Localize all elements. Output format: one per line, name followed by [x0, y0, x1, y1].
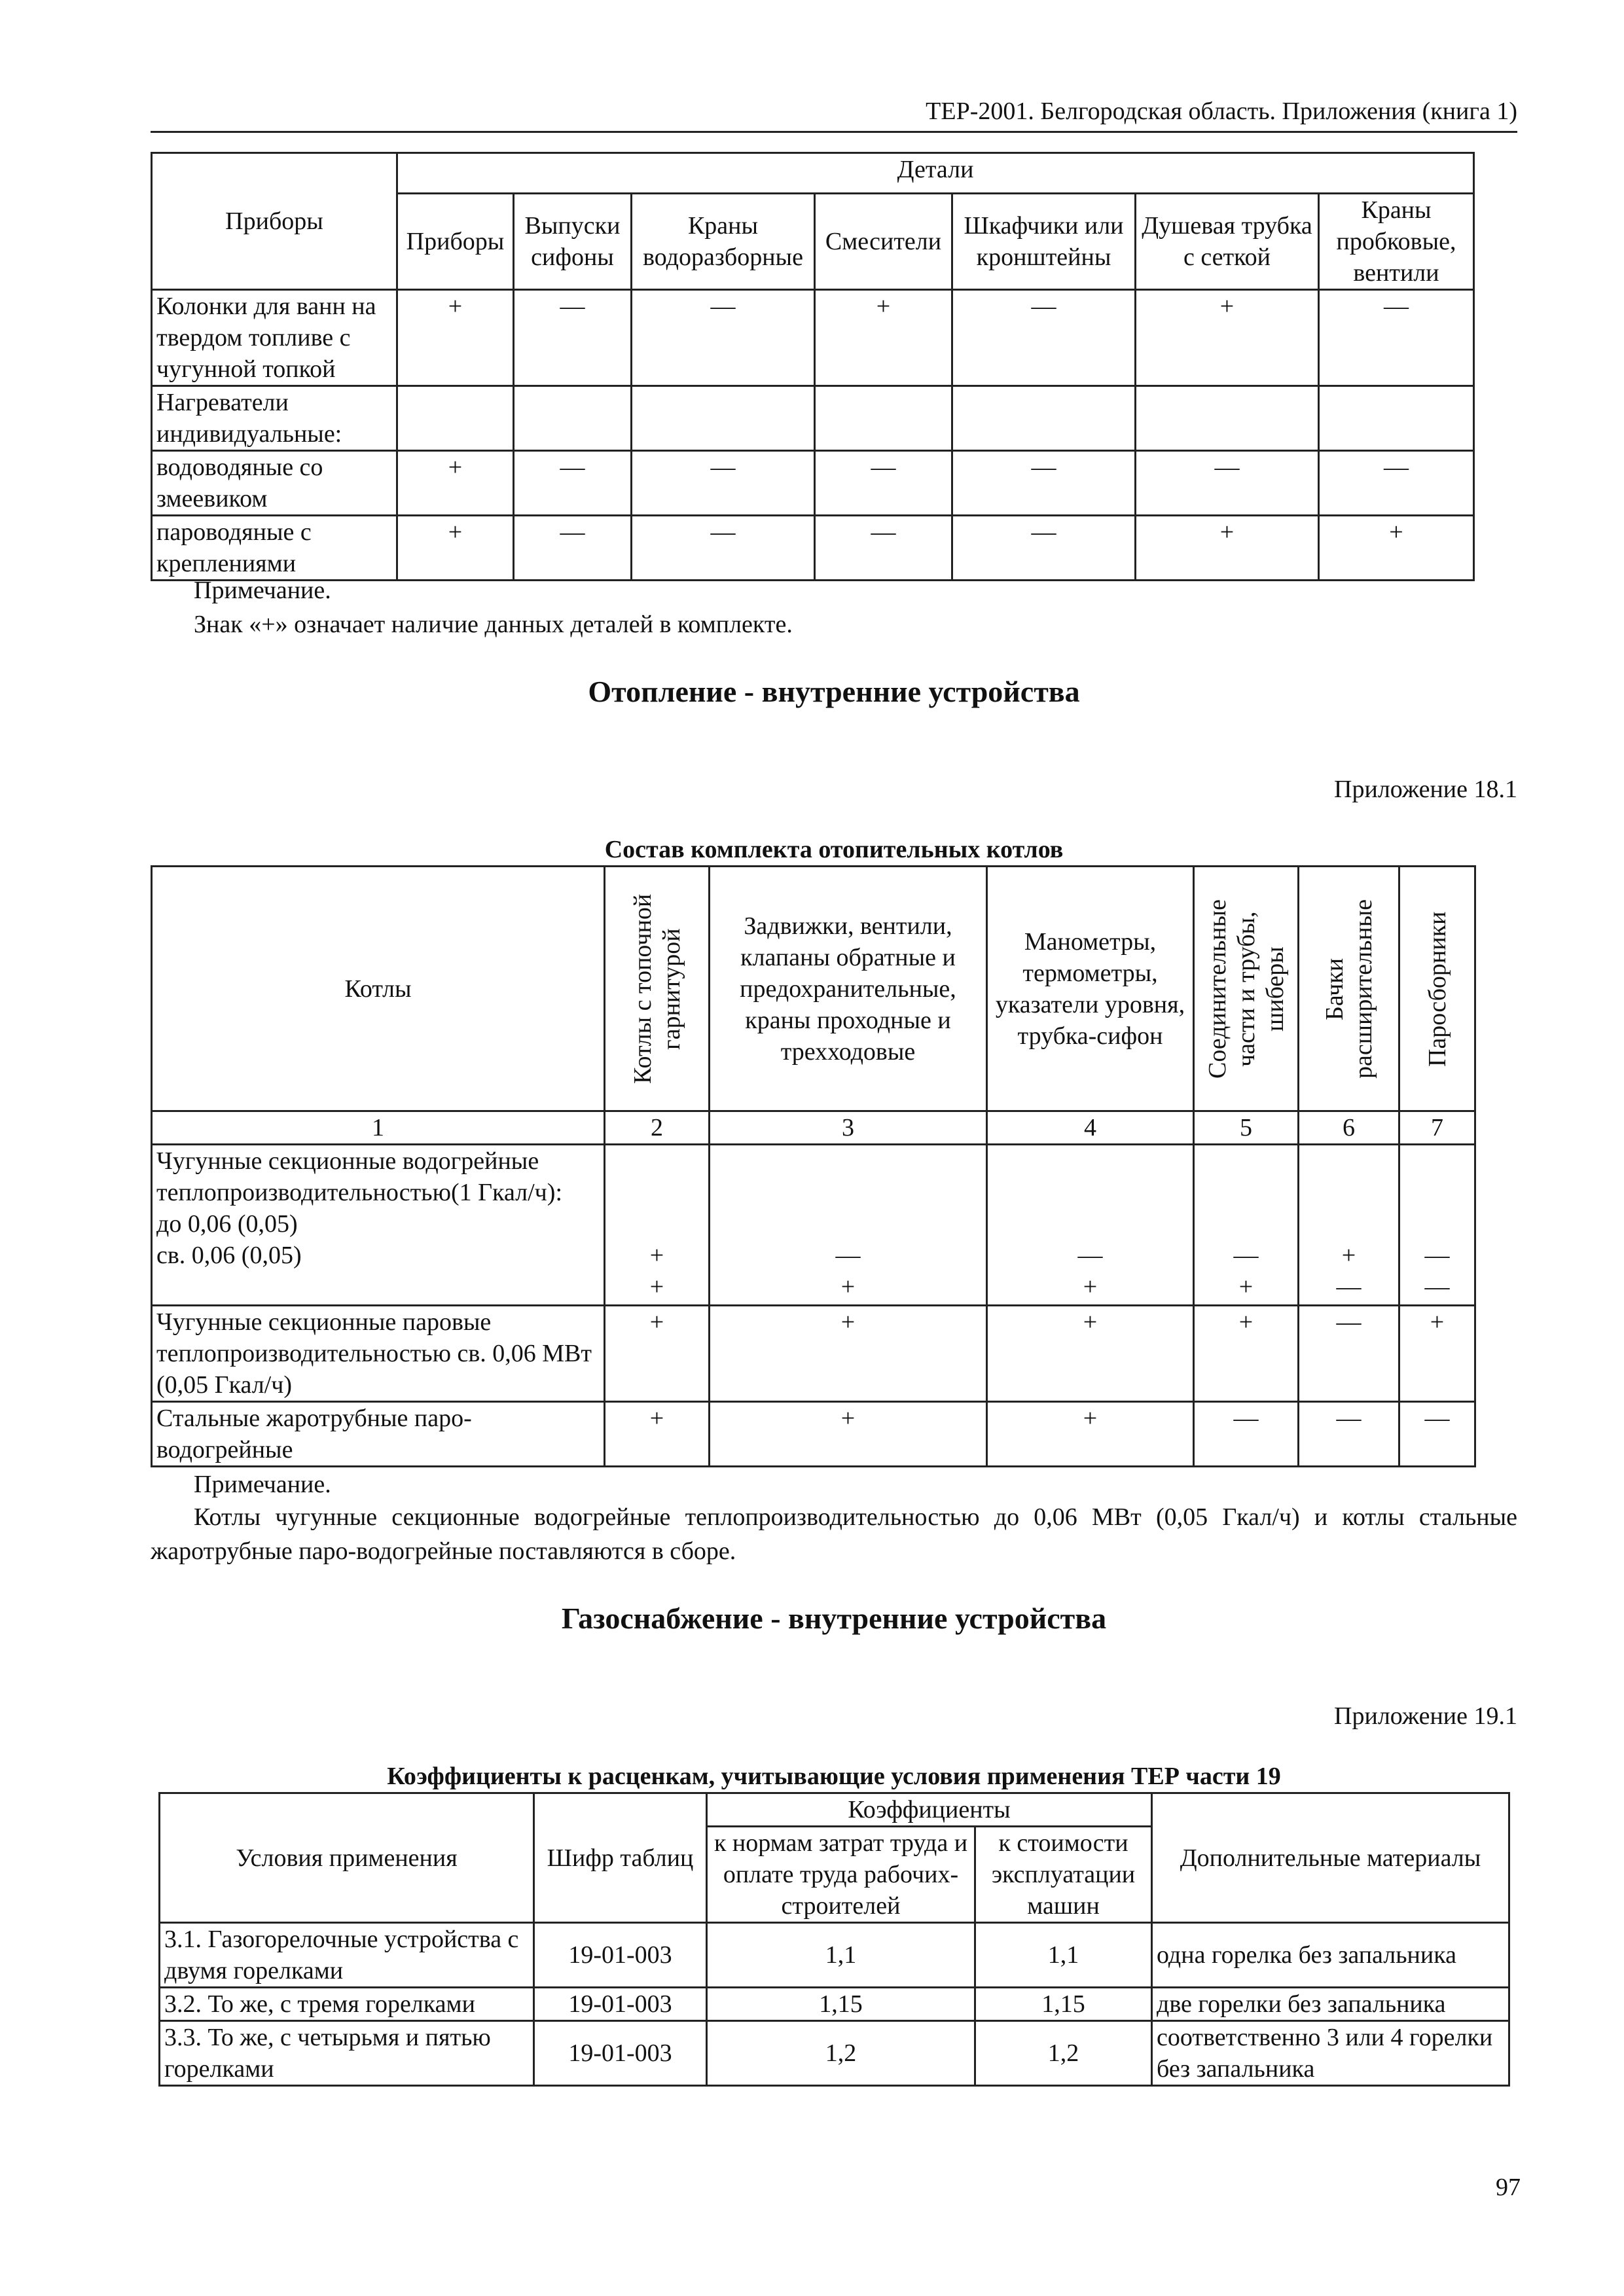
column-header [1399, 867, 1475, 1111]
row-label: Нагреватели индивидуальные: [152, 386, 397, 451]
condition-cell: 3.2. То же, с тремя горелками [160, 1988, 534, 2021]
column-header: Шкафчики или кронштейны [952, 194, 1136, 290]
row-label: Колонки для ванн на твердом топливе с чугунной топкой [152, 290, 397, 386]
cell-value: + [1083, 1273, 1098, 1300]
machines-coefficient: 1,2 [975, 2021, 1152, 2086]
table-cell: + [1194, 1306, 1299, 1402]
table-cell [514, 386, 632, 451]
table-cell: — [1319, 290, 1474, 386]
column-header: Задвижки, вентили, клапаны обратные и предохранительные, краны проходные и трехходовые [710, 867, 987, 1111]
materials-cell: соответственно 3 или 4 горелки без запальника [1152, 2021, 1509, 2086]
table-cell: — [514, 290, 632, 386]
table-cell: + [397, 516, 514, 581]
table-cell: + [1136, 516, 1319, 581]
table-cell: — [1399, 1402, 1475, 1467]
table-cell: — [514, 451, 632, 516]
table-row [152, 1145, 1475, 1306]
column-header: Краны водоразборные [632, 194, 815, 290]
table-cell: — [952, 451, 1136, 516]
cell-value: + [840, 1273, 856, 1300]
table-row [160, 2021, 1509, 2086]
table-row [152, 516, 1474, 581]
column-header: Котлы [152, 867, 605, 1111]
table-cell [632, 386, 815, 451]
column-number: 6 [1299, 1111, 1399, 1145]
table-cell: + [710, 1402, 987, 1467]
column-header-text: Паросборники [1423, 910, 1451, 1067]
table-cell [815, 386, 952, 451]
column-header: Смесители [815, 194, 952, 290]
row-sublabel: св. 0,06 (0,05) [156, 1242, 302, 1269]
column-header: к стоимости эксплуатации машин [975, 1827, 1152, 1923]
code-cell: 19-01-003 [534, 1988, 707, 2021]
condition-cell: 3.3. То же, с четырьмя и пятью горелками [160, 2021, 534, 2086]
appendix-label: Приложение 18.1 [1334, 776, 1517, 803]
column-header: к нормам затрат труда и оплате труда рабочих-строителей [707, 1827, 975, 1923]
table-row [152, 1402, 1475, 1467]
cell-value: + [1238, 1273, 1254, 1300]
table-cell: + [1319, 516, 1474, 581]
section-heading: Газоснабжение - внутренние устройства [561, 1602, 1107, 1635]
column-number: 5 [1194, 1111, 1299, 1145]
cell-value: — [1424, 1273, 1450, 1300]
note-title: Примечание. [194, 577, 331, 604]
page-number: 97 [1496, 2174, 1521, 2201]
column-header: Выпуски сифоны [514, 194, 632, 290]
table-cell: — [1319, 451, 1474, 516]
table-row [152, 386, 1474, 451]
coefficients-table [158, 1792, 1510, 2087]
column-header: Дополнительные материалы [1152, 1793, 1509, 1923]
table-cell: — [815, 451, 952, 516]
column-header-text: Бачки расширительные [1320, 899, 1377, 1079]
cell-value: — [1077, 1242, 1103, 1269]
column-header [1299, 867, 1399, 1111]
group-header: Детали [397, 153, 1474, 194]
table-cell [1319, 386, 1474, 451]
row-label-text: Чугунные секционные водогрейные теплопроизводительностью(1 Гкал/ч): [156, 1147, 563, 1206]
column-number: 3 [710, 1111, 987, 1145]
table-row [152, 451, 1474, 516]
table-cell [710, 1145, 987, 1306]
table-cell: + [397, 451, 514, 516]
code-cell: 19-01-003 [534, 2021, 707, 2086]
table-cell: + [605, 1402, 710, 1467]
materials-cell: две горелки без запальника [1152, 1988, 1509, 2021]
column-number: 1 [152, 1111, 605, 1145]
table-cell: — [632, 516, 815, 581]
table-caption: Коэффициенты к расценкам, учитывающие условия применения ТЕР части 19 [387, 1763, 1281, 1790]
cell-value: — [1336, 1273, 1362, 1300]
labor-coefficient: 1,1 [707, 1923, 975, 1988]
column-header: Краны пробковые, вентили [1319, 194, 1474, 290]
table-cell [1136, 386, 1319, 451]
labor-coefficient: 1,2 [707, 2021, 975, 2086]
column-header: Условия применения [160, 1793, 534, 1923]
table-row [160, 1988, 1509, 2021]
row-label: пароводяные с креплениями [152, 516, 397, 581]
row-label: Чугунные секционные паровые теплопроизводительностью св. 0,06 МВт (0,05 Гкал/ч) [152, 1306, 605, 1402]
table-cell [1399, 1145, 1475, 1306]
table-cell: — [632, 290, 815, 386]
table-cell: — [1299, 1402, 1399, 1467]
table-cell [1194, 1145, 1299, 1306]
table-cell [987, 1145, 1194, 1306]
cell-value: — [835, 1242, 861, 1269]
table-row [152, 1306, 1475, 1402]
table-cell: — [815, 516, 952, 581]
appendix-label: Приложение 19.1 [1334, 1702, 1517, 1730]
table-cell: — [514, 516, 632, 581]
row-label: Стальные жаротрубные паро-водогрейные [152, 1402, 605, 1467]
note-text: Котлы чугунные секционные водогрейные теплопроизводительностью до 0,06 МВт (0,05 Гкал/ч) и котлы стальные жаротрубные паро-водогрейные поставляются в сборе. [151, 1503, 1517, 1565]
table-cell: — [952, 516, 1136, 581]
cell-value: + [649, 1242, 664, 1269]
table-cell [397, 386, 514, 451]
note-text: Знак «+» означает наличие данных деталей в комплекте. [194, 611, 793, 638]
page-header: ТЕР-2001. Белгородская область. Приложения (книга 1) [151, 97, 1517, 133]
cell-value: — [1233, 1242, 1259, 1269]
table-cell: + [987, 1402, 1194, 1467]
table-cell: + [1136, 290, 1319, 386]
table-cell [605, 1145, 710, 1306]
table-cell: + [1399, 1306, 1475, 1402]
table-cell: — [1299, 1306, 1399, 1402]
table-cell: — [1136, 451, 1319, 516]
column-header-text: Котлы с топочной гарнитурой [628, 893, 685, 1084]
table-cell: + [710, 1306, 987, 1402]
section-heading: Отопление - внутренние устройства [588, 675, 1080, 708]
row-sublabel: до 0,06 (0,05) [156, 1210, 298, 1238]
column-number: 7 [1399, 1111, 1475, 1145]
note-title: Примечание. [194, 1471, 331, 1498]
column-header: Манометры, термометры, указатели уровня, трубка-сифон [987, 867, 1194, 1111]
row-label: водоводяные со змеевиком [152, 451, 397, 516]
machines-coefficient: 1,15 [975, 1988, 1152, 2021]
column-header [1194, 867, 1299, 1111]
table-cell: — [632, 451, 815, 516]
column-header [605, 867, 710, 1111]
code-cell: 19-01-003 [534, 1923, 707, 1988]
table-cell: — [952, 290, 1136, 386]
table-cell [952, 386, 1136, 451]
cell-value: + [1341, 1242, 1356, 1269]
boilers-table [151, 865, 1476, 1467]
table-cell: + [397, 290, 514, 386]
column-header: Приборы [397, 194, 514, 290]
table-cell: + [815, 290, 952, 386]
table-row [152, 290, 1474, 386]
details-table [151, 152, 1475, 581]
condition-cell: 3.1. Газогорелочные устройства с двумя горелками [160, 1923, 534, 1988]
column-number: 2 [605, 1111, 710, 1145]
row-label [152, 1145, 605, 1306]
machines-coefficient: 1,1 [975, 1923, 1152, 1988]
column-header-text: Соединительные части и трубы, шиберы [1203, 899, 1289, 1079]
group-header: Коэффициенты [707, 1793, 1152, 1827]
table-cell: — [1194, 1402, 1299, 1467]
labor-coefficient: 1,15 [707, 1988, 975, 2021]
column-header: Душевая трубка с сеткой [1136, 194, 1319, 290]
materials-cell: одна горелка без запальника [1152, 1923, 1509, 1988]
table-caption: Состав комплекта отопительных котлов [604, 836, 1064, 863]
cell-value: + [649, 1273, 664, 1300]
table-cell: + [605, 1306, 710, 1402]
column-number: 4 [987, 1111, 1194, 1145]
table-cell [1299, 1145, 1399, 1306]
cell-value: — [1424, 1242, 1450, 1269]
column-header: Шифр таблиц [534, 1793, 707, 1923]
column-header: Приборы [152, 153, 397, 290]
table-cell: + [987, 1306, 1194, 1402]
table-row [160, 1923, 1509, 1988]
